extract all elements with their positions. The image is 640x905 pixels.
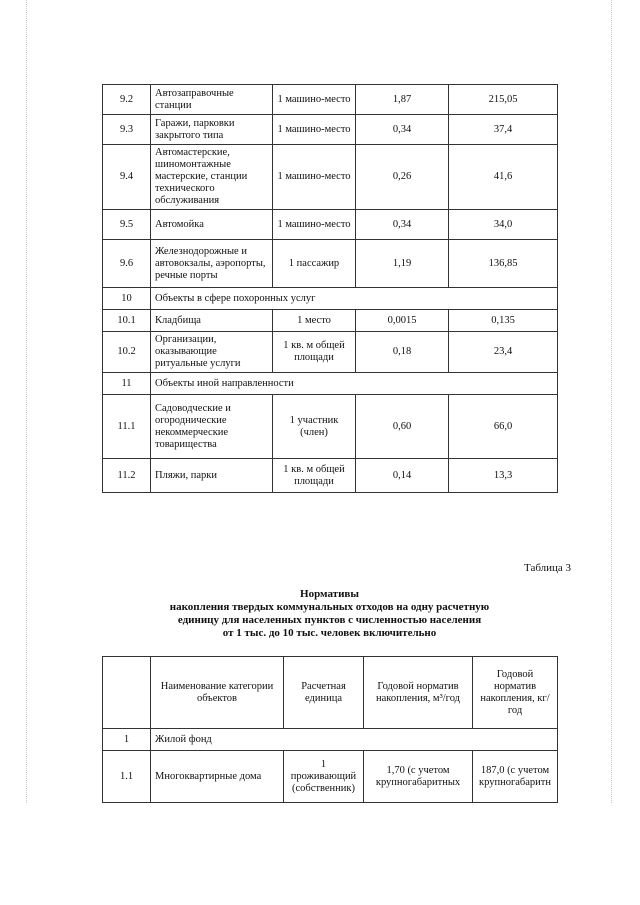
norm-m3: 0,60 (356, 395, 449, 459)
scan-right-edge (611, 0, 613, 905)
table-caption: Таблица 3 (524, 562, 572, 574)
norm-m3: 1,19 (356, 240, 449, 288)
table-row (103, 240, 558, 288)
section-row (103, 729, 558, 751)
unit: 1 пассажир (273, 240, 356, 288)
table-row (103, 332, 558, 373)
row-num: 9.3 (103, 115, 151, 145)
norm-m3: 0,34 (356, 210, 449, 240)
unit: 1 участник (член) (273, 395, 356, 459)
row-num: 10.1 (103, 310, 151, 332)
scan-left-edge (26, 0, 28, 905)
heading-line-3: единицу для населенных пунктов с численностью населения (177, 614, 482, 626)
category-name: Пляжи, парки (151, 459, 273, 493)
unit: 1 машино-место (273, 85, 356, 115)
header-unit: Расчетная единица (284, 657, 364, 729)
row-num: 11.1 (103, 395, 151, 459)
row-num: 11.2 (103, 459, 151, 493)
norm-m3: 0,34 (356, 115, 449, 145)
section-row (103, 288, 558, 310)
heading-line-2: накопления твердых коммунальных отходов на одну расчетную (169, 601, 490, 613)
section-title: Объекты иной направленности (151, 373, 558, 395)
norm-m3: 0,14 (356, 459, 449, 493)
norm-kg: 23,4 (449, 332, 558, 373)
header-num (103, 657, 151, 729)
page-bottom-margin (0, 803, 640, 905)
category-name: Садоводческие и огороднические некоммерческие товарищества (151, 395, 273, 459)
norm-kg: 215,05 (449, 85, 558, 115)
norms-table-3 (102, 656, 558, 803)
heading-line-4: от 1 тыс. до 10 тыс. человек включительно (222, 627, 437, 639)
unit: 1 машино-место (273, 210, 356, 240)
norm-kg: 41,6 (449, 145, 558, 210)
table-row (103, 115, 558, 145)
norm-kg: 136,85 (449, 240, 558, 288)
norm-kg: 34,0 (449, 210, 558, 240)
norm-m3: 0,26 (356, 145, 449, 210)
category-name: Автозаправочные станции (151, 85, 273, 115)
section-heading (102, 588, 557, 640)
norm-m3: 1,70 (с учетом крупногабаритных (364, 751, 473, 803)
norms-table-body (103, 85, 558, 493)
unit: 1 машино-место (273, 145, 356, 210)
header-norm-kg: Годовой норматив накопления, кг/год (473, 657, 558, 729)
row-num: 9.6 (103, 240, 151, 288)
table-row (103, 751, 558, 803)
header-category-name: Наименование категории объектов (151, 657, 284, 729)
heading-line-1: Нормативы (300, 588, 359, 600)
row-num: 10 (103, 288, 151, 310)
row-num: 1.1 (103, 751, 151, 803)
category-name: Многоквартирные дома (151, 751, 284, 803)
table-row (103, 395, 558, 459)
row-num: 10.2 (103, 332, 151, 373)
row-num: 9.5 (103, 210, 151, 240)
unit: 1 машино-место (273, 115, 356, 145)
header-norm-m3: Годовой норматив накопления, м³/год (364, 657, 473, 729)
table-row (103, 85, 558, 115)
section-title: Жилой фонд (151, 729, 558, 751)
unit: 1 кв. м общей площади (273, 459, 356, 493)
category-name: Организации, оказывающие ритуальные услуги (151, 332, 273, 373)
row-num: 9.2 (103, 85, 151, 115)
unit: 1 кв. м общей площади (273, 332, 356, 373)
section-title: Объекты в сфере похоронных услуг (151, 288, 558, 310)
norm-kg: 187,0 (с учетом крупногабаритн (473, 751, 558, 803)
norm-kg: 66,0 (449, 395, 558, 459)
section-row (103, 373, 558, 395)
table-row (103, 459, 558, 493)
norm-kg: 0,135 (449, 310, 558, 332)
table-header-row (103, 657, 558, 729)
table-row (103, 210, 558, 240)
norm-m3: 1,87 (356, 85, 449, 115)
category-name: Автомастерские, шиномонтажные мастерские, станции технического обслуживания (151, 145, 273, 210)
norms-table-continued (102, 84, 558, 493)
category-name: Железнодорожные и автовокзалы, аэропорты, речные порты (151, 240, 273, 288)
table-row (103, 310, 558, 332)
norm-kg: 37,4 (449, 115, 558, 145)
row-num: 1 (103, 729, 151, 751)
norm-m3: 0,0015 (356, 310, 449, 332)
category-name: Кладбища (151, 310, 273, 332)
norm-kg: 13,3 (449, 459, 558, 493)
category-name: Гаражи, парковки закрытого типа (151, 115, 273, 145)
unit: 1 проживающий (собственник) (284, 751, 364, 803)
unit: 1 место (273, 310, 356, 332)
category-name: Автомойка (151, 210, 273, 240)
row-num: 9.4 (103, 145, 151, 210)
table-row (103, 145, 558, 210)
row-num: 11 (103, 373, 151, 395)
norm-m3: 0,18 (356, 332, 449, 373)
